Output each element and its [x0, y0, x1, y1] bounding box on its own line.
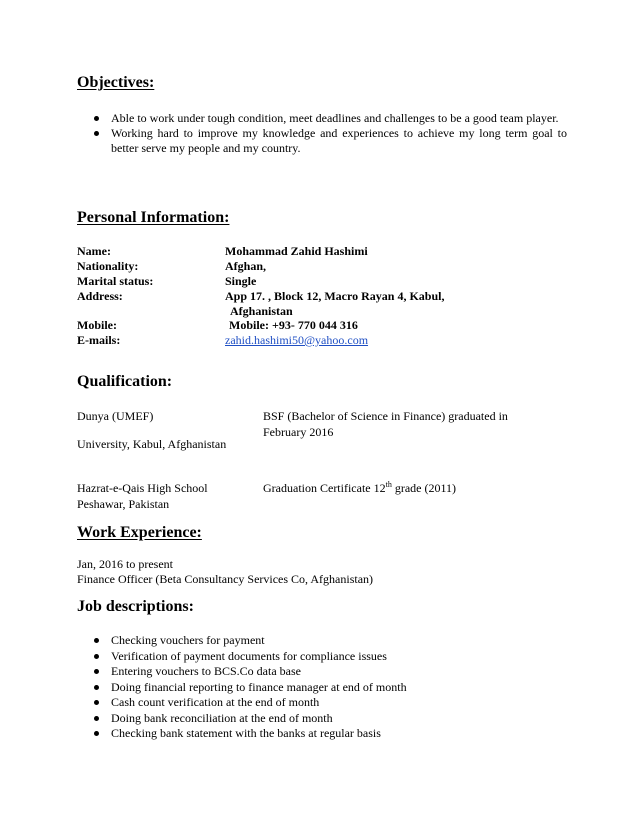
- list-item: Checking bank statement with the banks at regular basis: [77, 726, 567, 742]
- address-line-1: App 17. , Block 12, Macro Rayan 4, Kabul,: [225, 289, 445, 303]
- high-school-location: Peshawar, Pakistan: [77, 497, 170, 511]
- list-item: Cash count verification at the end of month: [77, 695, 567, 711]
- bullet-icon: [94, 716, 99, 721]
- bullet-icon: [94, 638, 99, 643]
- work-experience-heading: Work Experience:: [77, 524, 202, 541]
- name-value: Mohammad Zahid Hashimi: [225, 244, 368, 258]
- objectives-list: [77, 111, 567, 156]
- qualification-heading: Qualification:: [77, 373, 173, 390]
- bullet-icon: [94, 116, 99, 121]
- university-name: Dunya (UMEF): [77, 409, 154, 423]
- bullet-icon: [94, 654, 99, 659]
- work-period: Jan, 2016 to present: [77, 557, 173, 571]
- work-position: Finance Officer (Beta Consultancy Services Co, Afghanistan): [77, 572, 374, 586]
- list-item: Working hard to improve my knowledge and experiences to achieve my long term goal to better serve my people and my country.: [77, 126, 567, 156]
- nationality-value: Afghan,: [225, 259, 267, 273]
- high-school-degree: Graduation Certificate 12th grade (2011): [263, 480, 457, 495]
- list-item: Entering vouchers to BCS.Co data base: [77, 664, 567, 680]
- job-descriptions-list: [77, 633, 567, 742]
- address-label: Address:: [77, 289, 123, 303]
- email-link[interactable]: zahid.hashimi50@yahoo.com: [225, 333, 369, 347]
- mobile-value: Mobile: +93- 770 044 316: [229, 318, 358, 332]
- list-item: Doing bank reconciliation at the end of month: [77, 711, 567, 727]
- list-item: Checking vouchers for payment: [77, 633, 567, 649]
- list-item: Verification of payment documents for compliance issues: [77, 649, 567, 665]
- nationality-label: Nationality:: [77, 259, 139, 273]
- name-label: Name:: [77, 244, 111, 258]
- bullet-icon: [94, 131, 99, 136]
- university-degree-line-2: February 2016: [263, 425, 334, 439]
- email-label: E-mails:: [77, 333, 121, 347]
- objectives-heading: Objectives:: [77, 74, 155, 91]
- list-item: Doing financial reporting to finance manager at end of month: [77, 680, 567, 696]
- job-descriptions-heading: Job descriptions:: [77, 598, 194, 615]
- high-school-name: Hazrat-e-Qais High School: [77, 481, 208, 495]
- personal-info-heading: Personal Information:: [77, 209, 230, 226]
- address-line-2: Afghanistan: [230, 304, 293, 318]
- university-location: University, Kabul, Afghanistan: [77, 437, 227, 451]
- mobile-label: Mobile:: [77, 318, 117, 332]
- bullet-icon: [94, 669, 99, 674]
- bullet-icon: [94, 685, 99, 690]
- university-degree-line-1: BSF (Bachelor of Science in Finance) graduated in: [263, 409, 508, 423]
- marital-status-label: Marital status:: [77, 274, 154, 288]
- list-item: Able to work under tough condition, meet deadlines and challenges to be a good team player.: [77, 111, 567, 126]
- marital-status-value: Single: [225, 274, 257, 288]
- bullet-icon: [94, 700, 99, 705]
- bullet-icon: [94, 731, 99, 736]
